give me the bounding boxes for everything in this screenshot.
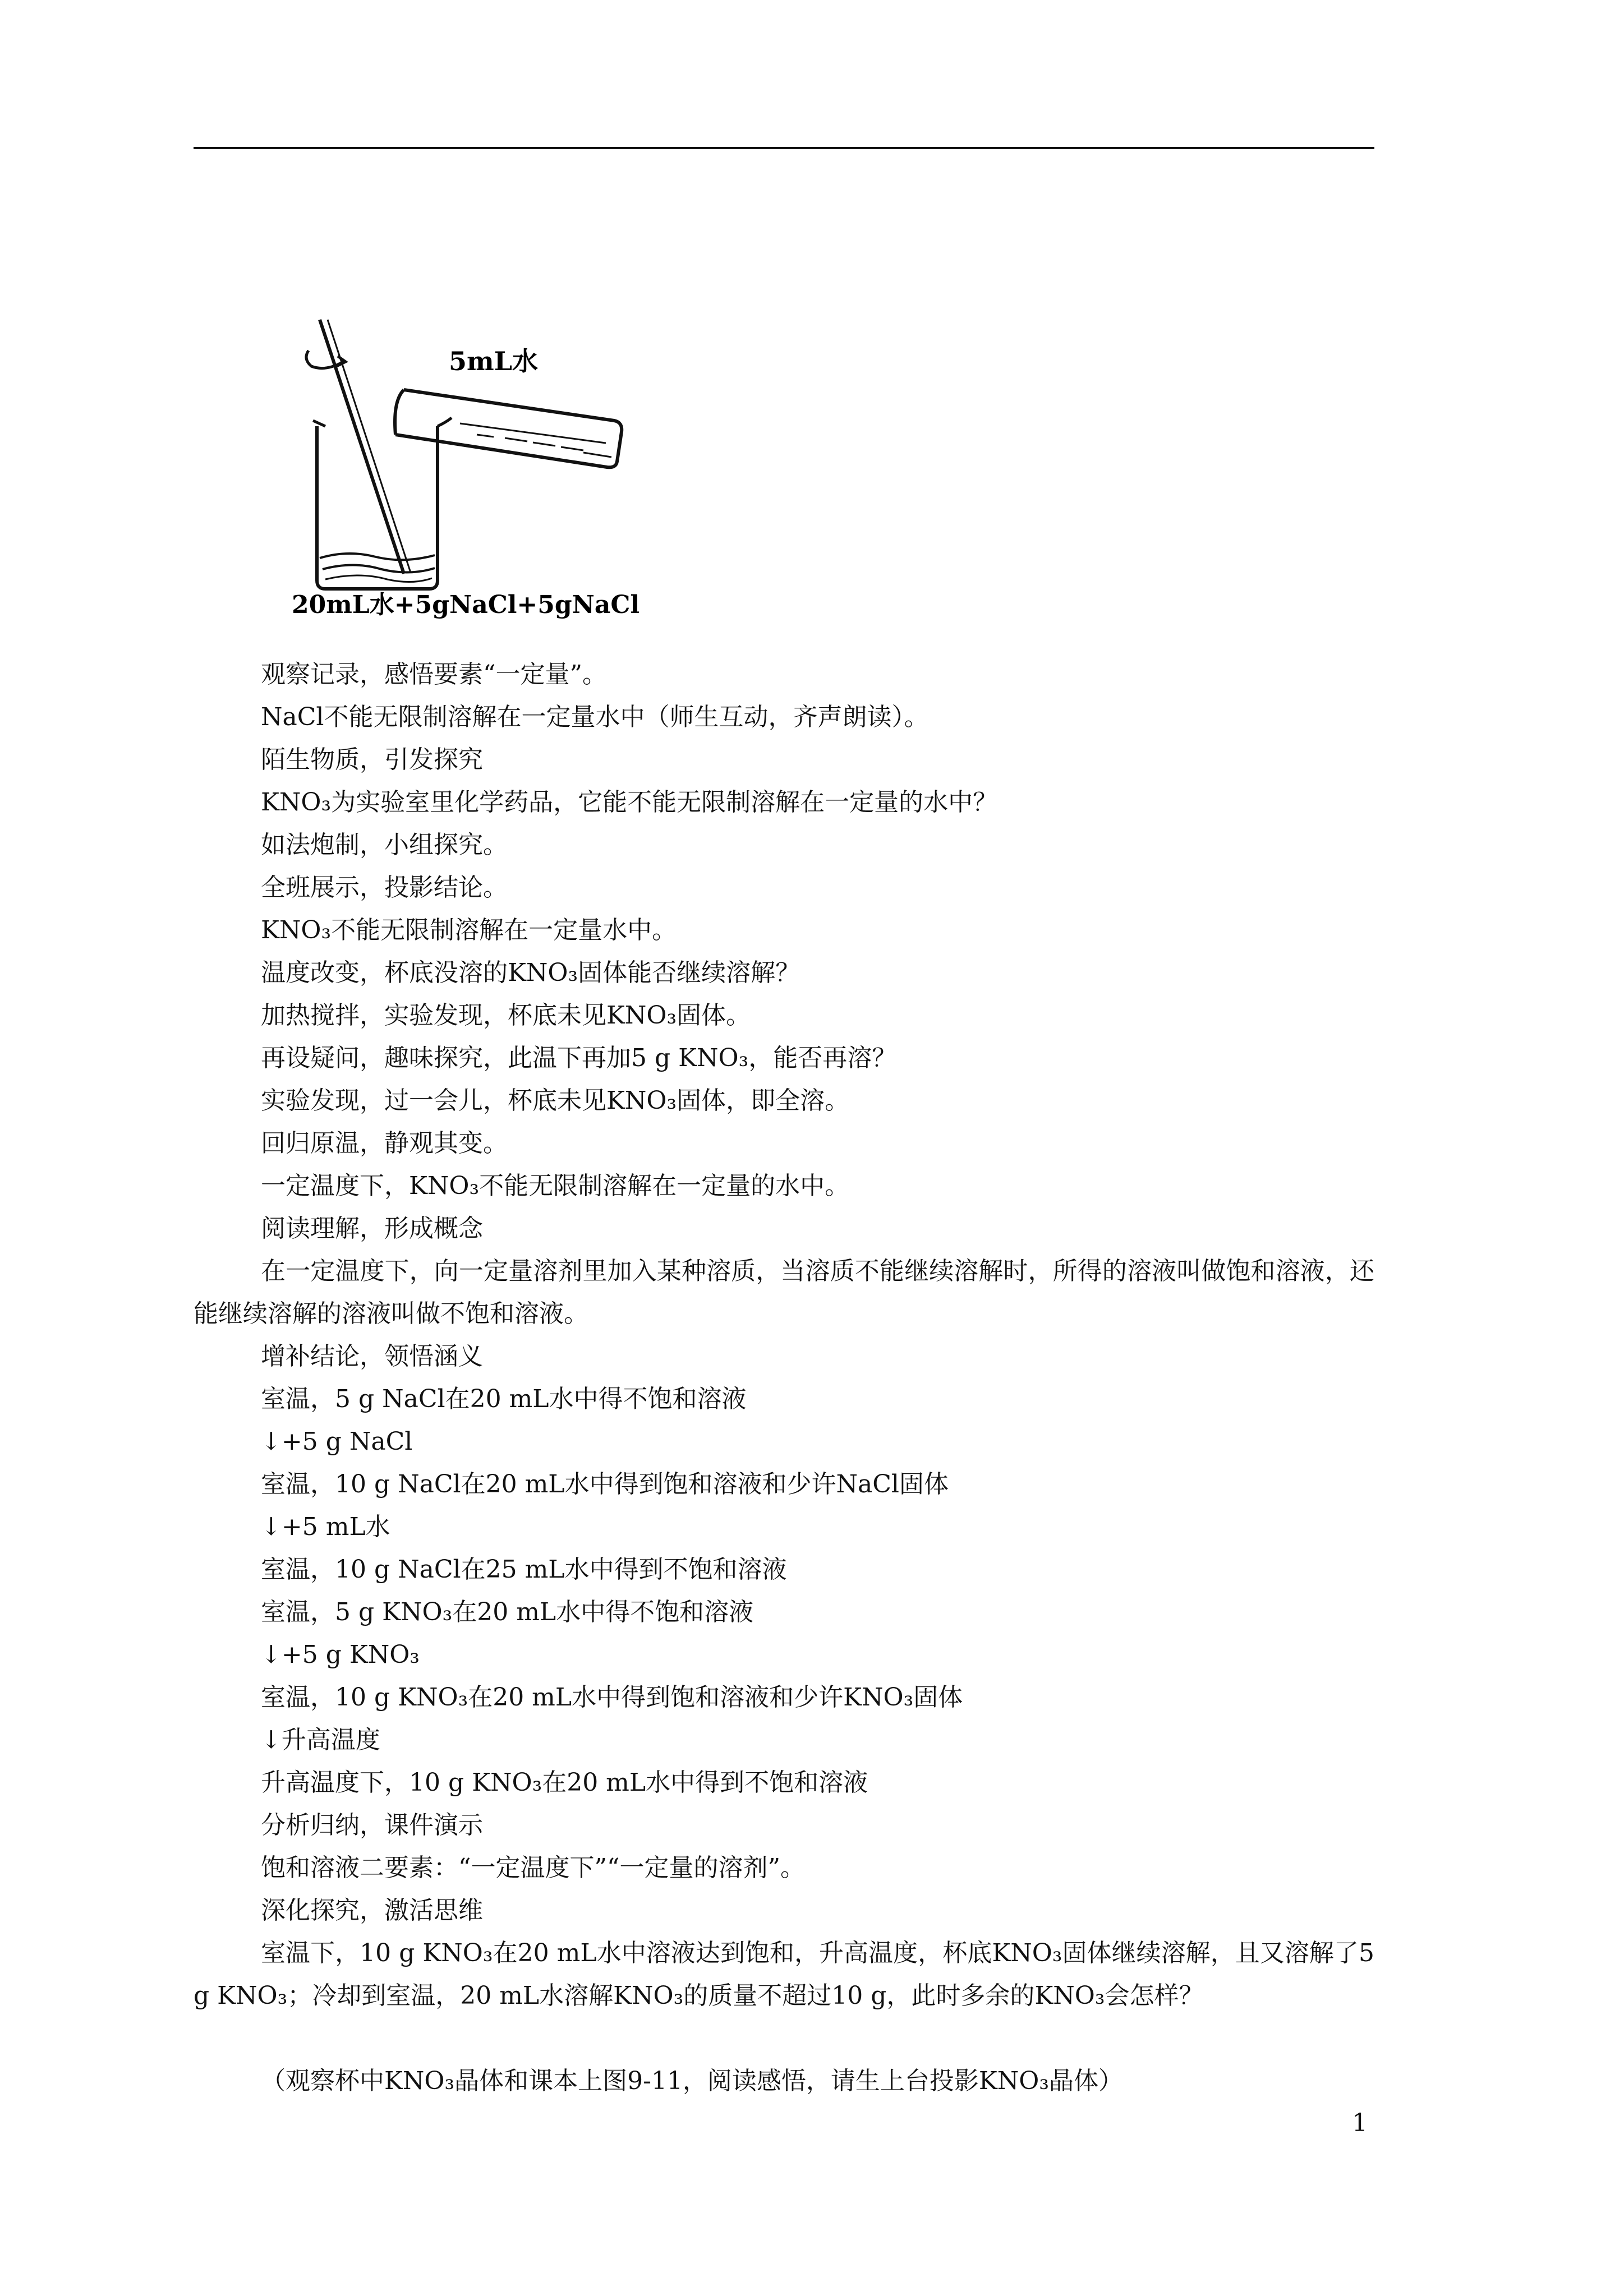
text-line: ↓+5 g KNO₃: [261, 1640, 420, 1669]
text-line: KNO₃不能无限制溶解在一定量水中。: [261, 916, 677, 944]
text-line: 室温，5 g KNO₃在20 mL水中得不饱和溶液: [261, 1598, 754, 1626]
text-line: ↓+5 mL水: [261, 1513, 390, 1541]
text-line: 室温，10 g NaCl在20 mL水中得到饱和溶液和少许NaCl固体: [261, 1470, 949, 1499]
text-line: 深化探究，激活思维: [261, 1896, 483, 1925]
figure-label-cylinder: 5mL水: [449, 346, 539, 376]
text-line: 全班展示，投影结论。: [261, 873, 508, 902]
text-line: ↓+5 g NaCl: [261, 1427, 413, 1456]
text-line: 室温，10 g KNO₃在20 mL水中得到饱和溶液和少许KNO₃固体: [261, 1683, 963, 1712]
text-line: 阅读理解，形成概念: [261, 1214, 483, 1243]
text-line: 室温，10 g NaCl在25 mL水中得到不饱和溶液: [261, 1555, 787, 1584]
text-line: KNO₃为实验室里化学药品，它能不能无限制溶解在一定量的水中？: [261, 788, 998, 817]
page-number: 1: [1352, 2109, 1368, 2137]
text-line: 再设疑问，趣味探究，此温下再加5 g KNO₃，能否再溶？: [261, 1044, 897, 1072]
header-rule: [194, 147, 1374, 149]
text-line: 温度改变，杯底没溶的KNO₃固体能否继续溶解？: [261, 958, 801, 987]
beaker-illustration: [292, 306, 651, 620]
text-line: 升高温度下，10 g KNO₃在20 mL水中得到不饱和溶液: [261, 1768, 868, 1797]
definition-paragraph: 在一定温度下，向一定量溶剂里加入某种溶质，当溶质不能继续溶解时，所得的溶液叫做饱和溶液，还能继续溶解的溶液叫做不饱和溶液。: [194, 1257, 1374, 1328]
inquiry-paragraph: 室温下，10 g KNO₃在20 mL水中溶液达到饱和，升高温度，杯底KNO₃固体继续溶解，且又溶解了5 g KNO₃；冷却到室温，20 mL水溶解KNO₃的质量不超过10 g，此时多余的KNO₃会怎样？: [194, 1939, 1374, 2010]
experiment-figure: [292, 306, 651, 620]
figure-label-beaker: 20mL水+5gNaCl+5gNaCl: [292, 591, 640, 619]
text-line: 室温，5 g NaCl在20 mL水中得不饱和溶液: [261, 1385, 747, 1413]
text-line: 分析归纳，课件演示: [261, 1811, 483, 1839]
text-line: 增补结论，领悟涵义: [261, 1342, 483, 1371]
text-line: 回归原温，静观其变。: [261, 1129, 508, 1158]
text-line: 饱和溶液二要素：“一定温度下”“一定量的溶剂”。: [261, 1854, 805, 1882]
text-line: NaCl不能无限制溶解在一定量水中（师生互动，齐声朗读）。: [261, 703, 929, 731]
text-line: 一定温度下，KNO₃不能无限制溶解在一定量的水中。: [261, 1172, 850, 1200]
text-line: 实验发现，过一会儿，杯底未见KNO₃固体，即全溶。: [261, 1086, 850, 1115]
text-line: ↓升高温度: [261, 1726, 380, 1754]
text-line: 加热搅拌，实验发现，杯底未见KNO₃固体。: [261, 1001, 751, 1030]
text-line: 观察记录，感悟要素“一定量”。: [261, 660, 607, 689]
text-line: 陌生物质，引发探究: [261, 745, 483, 774]
text-line: 如法炮制，小组探究。: [261, 831, 508, 859]
text-line: （观察杯中KNO₃晶体和课本上图9-11，阅读感悟，请生上台投影KNO₃晶体）: [261, 2067, 1124, 2095]
